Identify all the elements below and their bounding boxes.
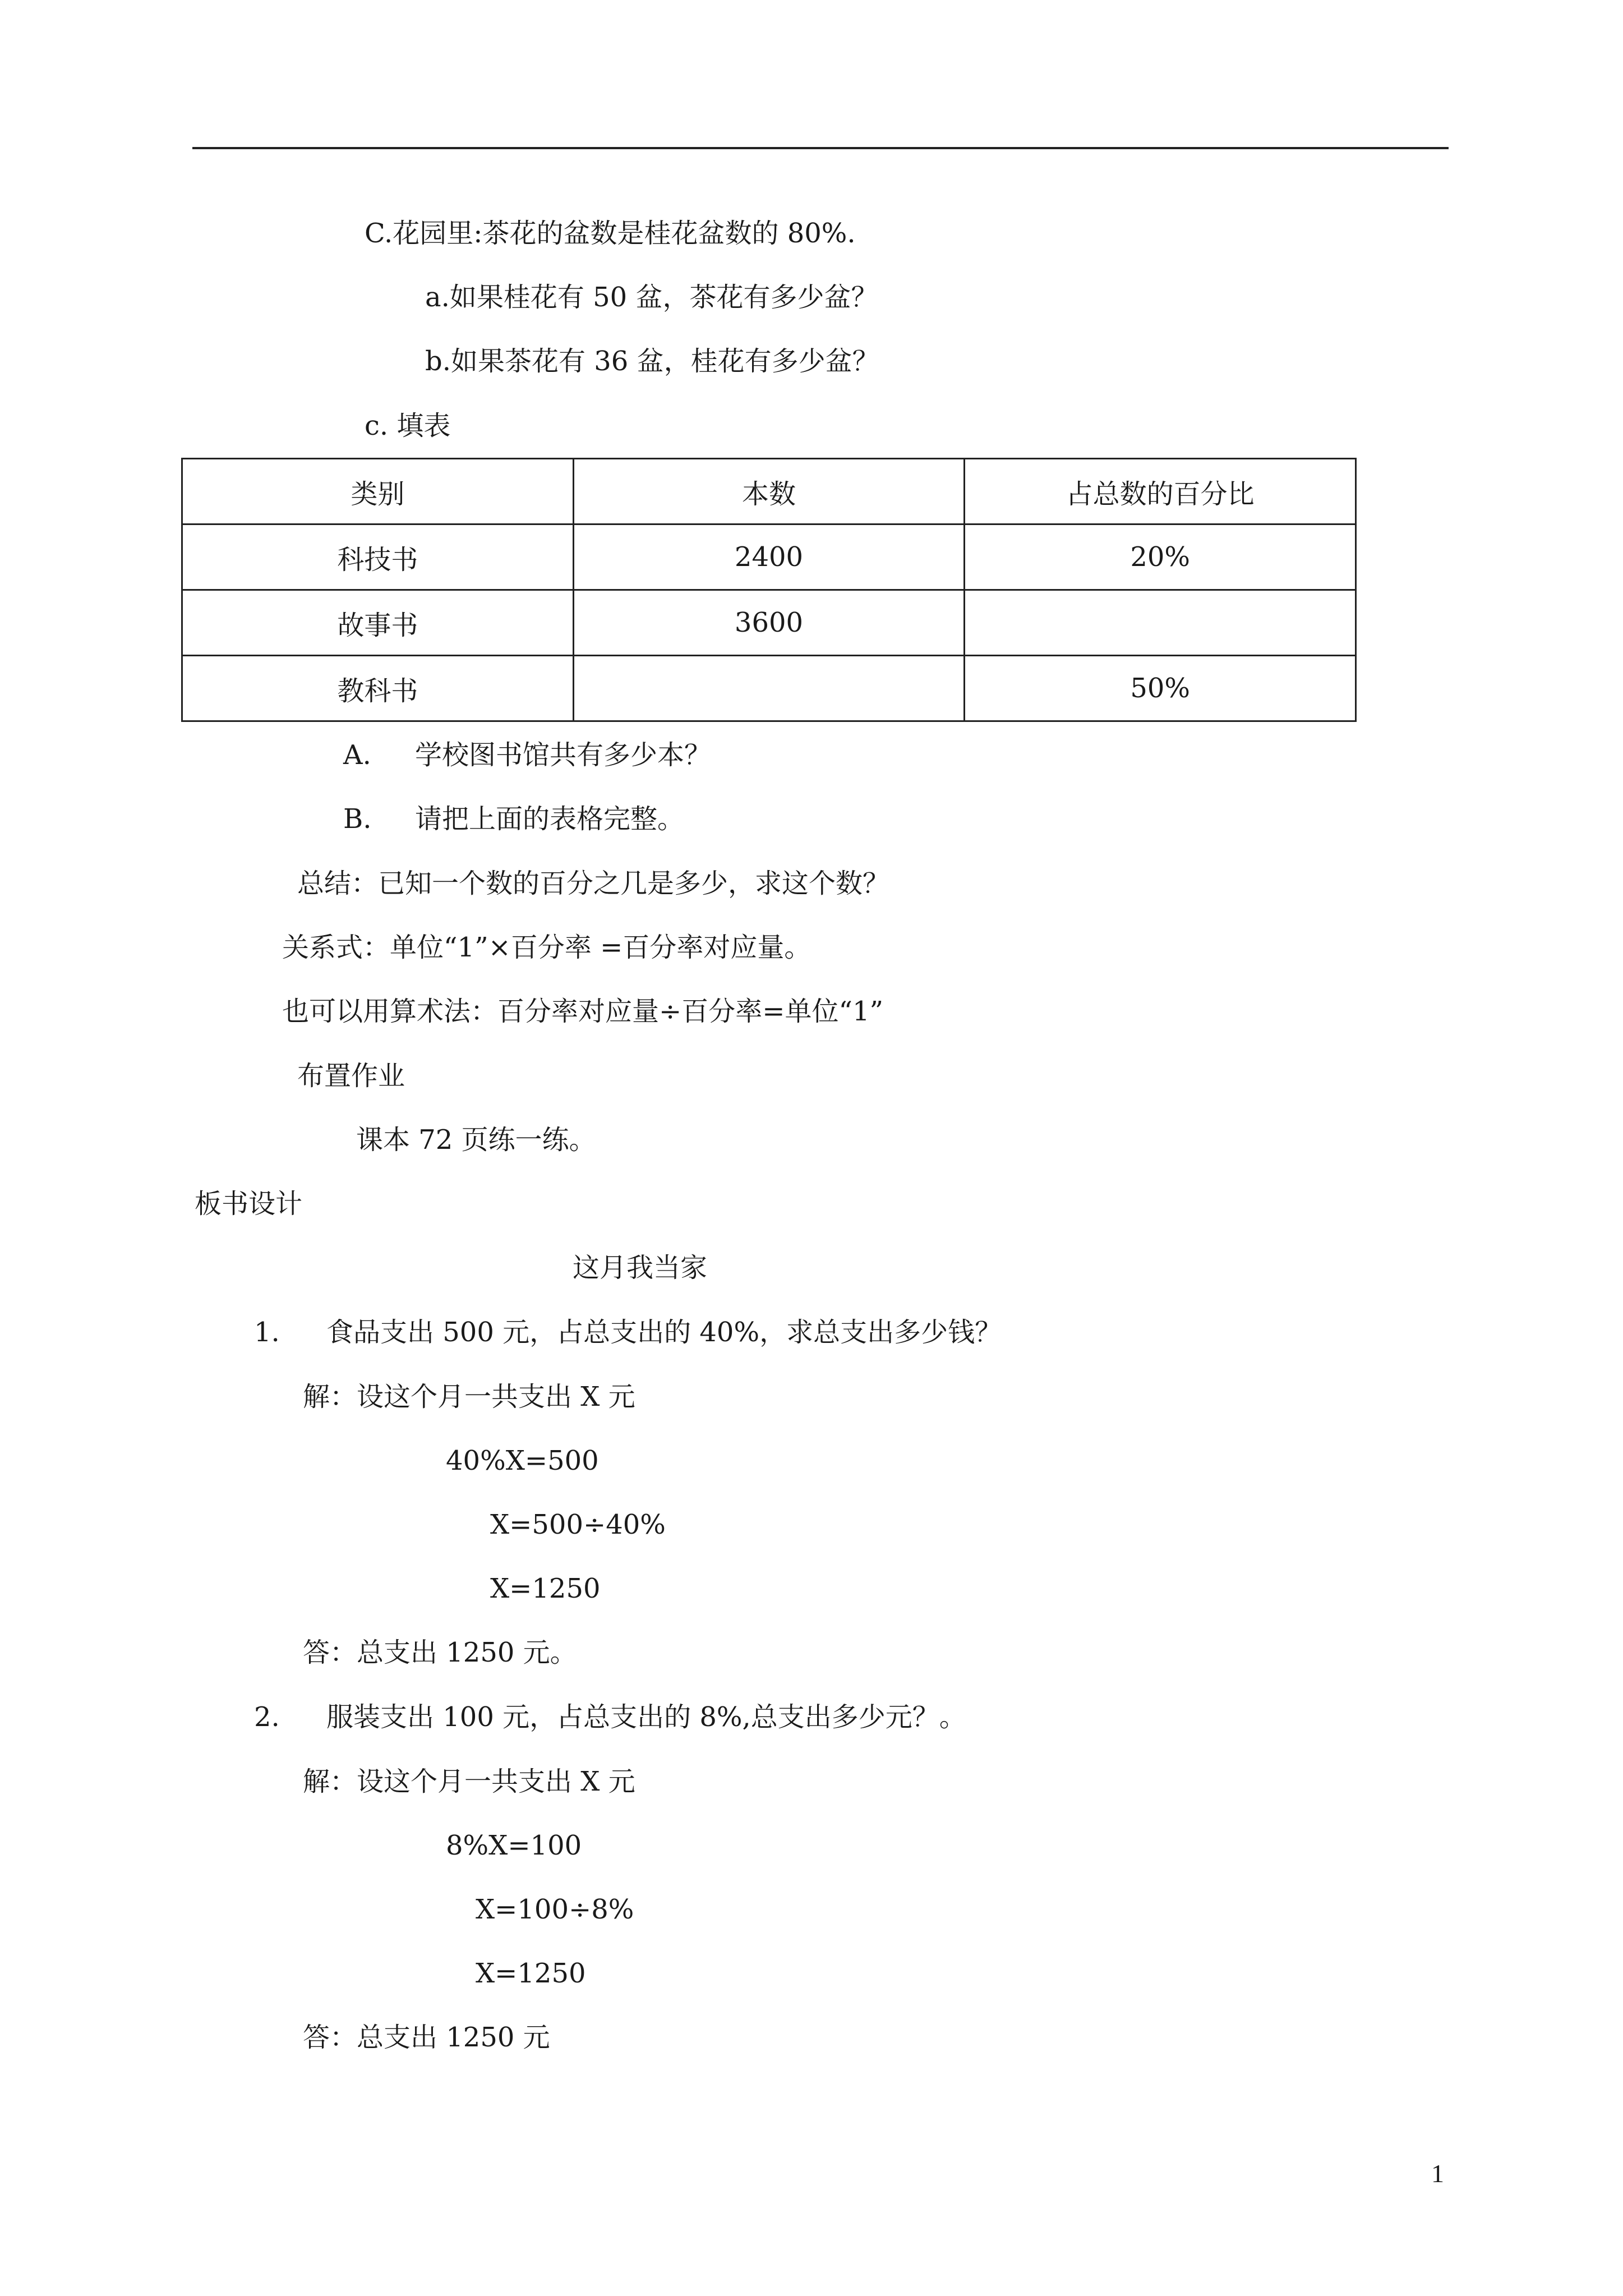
problem-1-solution: 解：设这个月一共支出 X 元: [303, 1381, 635, 1412]
table-cell: 50%: [965, 656, 1356, 721]
problem-2-equation-3: X=1250: [476, 1958, 586, 1989]
header-rule: [192, 147, 1449, 149]
question-b-marker: B.: [343, 803, 372, 835]
problem-1-equation-3: X=1250: [490, 1573, 601, 1604]
table-cell: 教科书: [182, 656, 574, 721]
problem-2-equation-1: 8%X=100: [446, 1830, 582, 1861]
problem-1-answer: 答：总支出 1250 元。: [303, 1637, 577, 1668]
table-row: [182, 524, 1356, 590]
homework-heading: 布置作业: [297, 1060, 405, 1092]
table-cell: 故事书: [182, 590, 574, 656]
problem-c-intro: C.花园里:茶花的盆数是桂花盆数的 80%.: [365, 218, 856, 249]
table-header-cell: 占总数的百分比: [965, 459, 1356, 524]
table-cell: 2400: [573, 524, 965, 590]
table-cell: 科技书: [182, 524, 574, 590]
problem-1-equation-1: 40%X=500: [446, 1445, 599, 1476]
table-row: [182, 656, 1356, 721]
board-title: 这月我当家: [573, 1252, 708, 1283]
table-cell: [965, 590, 1356, 656]
table-cell: 3600: [573, 590, 965, 656]
summary-line: 总结：已知一个数的百分之几是多少，求这个数？: [297, 868, 890, 899]
relation-formula: 关系式：单位“1”×百分率 =百分率对应量。: [282, 932, 811, 963]
problem-1-number: 1.: [254, 1317, 280, 1348]
problem-c-question-a: a.如果桂花有 50 盆，茶花有多少盆？: [425, 282, 878, 313]
homework-text: 课本 72 页练一练。: [356, 1124, 596, 1156]
table-header-row: [182, 459, 1356, 524]
problem-2-equation-2: X=100÷8%: [476, 1894, 634, 1925]
table-header-cell: 本数: [573, 459, 965, 524]
problem-2-number: 2.: [254, 1701, 280, 1733]
question-a-text: 学校图书馆共有多少本？: [415, 739, 712, 771]
problem-2-answer: 答：总支出 1250 元: [303, 2022, 550, 2053]
problem-2-solution: 解：设这个月一共支出 X 元: [303, 1766, 635, 1797]
table-row: [182, 590, 1356, 656]
problem-1-equation-2: X=500÷40%: [490, 1509, 666, 1540]
table-cell: [573, 656, 965, 721]
books-table: [181, 458, 1357, 722]
page-number: 1: [1431, 2159, 1444, 2188]
board-design-heading: 板书设计: [195, 1188, 303, 1220]
question-a-marker: A.: [343, 739, 371, 771]
arithmetic-method: 也可以用算术法：百分率对应量÷百分率=单位“1”: [282, 996, 884, 1027]
table-header-cell: 类别: [182, 459, 574, 524]
problem-2-text: 服装支出 100 元，占总支出的 8%,总支出多少元？。: [326, 1701, 966, 1733]
problem-c-question-b: b.如果茶花有 36 盆，桂花有多少盆？: [425, 346, 879, 377]
table-cell: 20%: [965, 524, 1356, 590]
problem-1-text: 食品支出 500 元，占总支出的 40%，求总支出多少钱？: [326, 1317, 1002, 1348]
question-b-text: 请把上面的表格完整。: [415, 803, 685, 835]
problem-c-fill-table: c. 填表: [365, 410, 451, 441]
